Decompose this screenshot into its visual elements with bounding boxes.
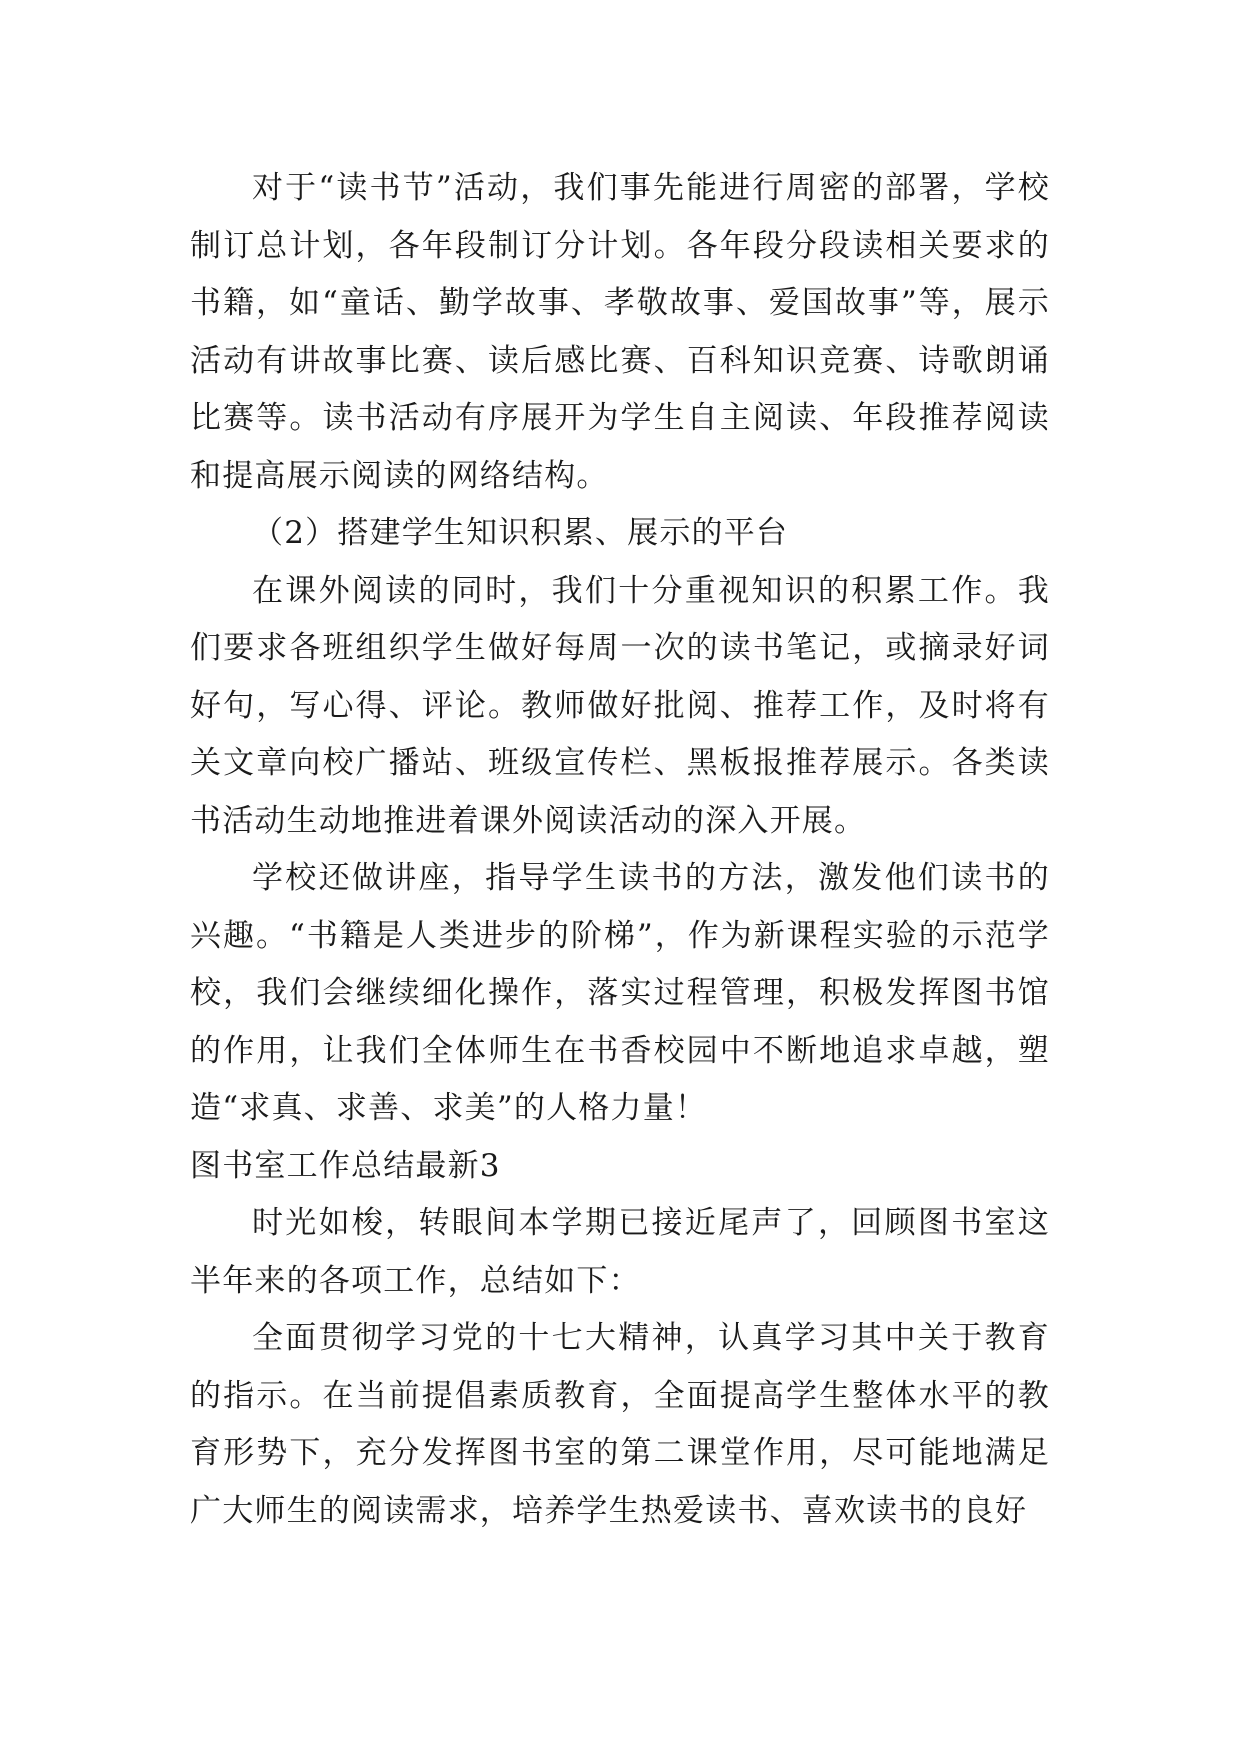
section-heading: 图书室工作总结最新3 [190, 1147, 501, 1184]
subheading-knowledge-platform: （2）搭建学生知识积累、展示的平台 [252, 515, 789, 551]
paragraph-reading-festival: 对于“读书节”活动，我们事先能进行周密的部署，学校制订总计划，各年段制订分计划。各年段分段读相关要求的书籍，如“童话、勤学故事、孝敬故事、爱国故事”等，展示活动有讲故事比赛、读后感比赛、百科知识竞赛、诗歌朗诵比赛等。读书活动有序展开为学生自主阅读、年段推荐阅读和提高展示阅读的网络结构。 [190, 170, 1050, 494]
paragraph-reading-notes: 在课外阅读的同时，我们十分重视知识的积累工作。我们要求各班组织学生做好每周一次的读书笔记，或摘录好词好句，写心得、评论。教师做好批阅、推荐工作，及时将有关文章向校广播站、班级宣传栏、黑板报推荐展示。各类读书活动生动地推进着课外阅读活动的深入开展。 [190, 572, 1050, 839]
paragraph-education-guidance: 全面贯彻学习党的十七大精神，认真学习其中关于教育的指示。在当前提倡素质教育，全面提高学生整体水平的教育形势下，充分发挥图书室的第二课堂作用，尽可能地满足广大师生的阅读需求，培养学生热爱读书、喜欢读书的良好 [190, 1320, 1050, 1529]
paragraph-semester-review: 时光如梭，转眼间本学期已接近尾声了，回顾图书室这半年来的各项工作，总结如下： [190, 1205, 1050, 1299]
document-body [190, 160, 1050, 1540]
paragraph-lectures: 学校还做讲座，指导学生读书的方法，激发他们读书的兴趣。“书籍是人类进步的阶梯”，作为新课程实验的示范学校，我们会继续细化操作，落实过程管理，积极发挥图书馆的作用，让我们全体师生在书香校园中不断地追求卓越，塑造“求真、求善、求美”的人格力量！ [190, 860, 1050, 1126]
